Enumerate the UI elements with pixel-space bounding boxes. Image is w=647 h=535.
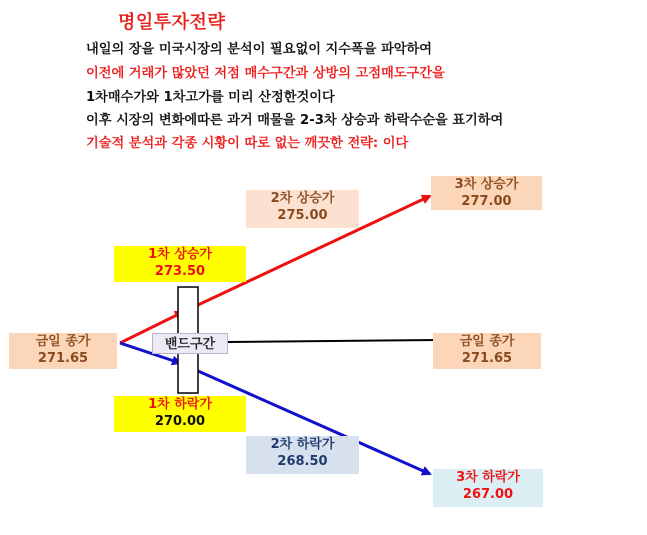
up3-box (431, 176, 542, 210)
close-right-value: 271.65 (461, 351, 513, 366)
up3-label: 3차 상승가 (454, 177, 519, 192)
up3-value: 277.00 (461, 194, 512, 209)
up2-label: 2차 상승가 (270, 191, 335, 206)
down3-box (433, 469, 543, 507)
up2-value: 275.00 (277, 208, 328, 223)
down2-value: 268.50 (277, 454, 328, 469)
description-line-3: 1차매수가와 1차고가를 미리 산정한것이다 (86, 90, 335, 105)
close-left-value: 271.65 (37, 351, 89, 366)
down3-label: 3차 하락가 (456, 470, 520, 485)
close-box-left (9, 333, 117, 369)
down2-label: 2차 하락가 (270, 437, 335, 452)
description-line-4: 이후 시장의 변화에따른 과거 매물을 2-3차 상승과 하락수순을 표기하여 (86, 113, 504, 128)
up1-label: 1차 상승가 (148, 247, 212, 262)
down1-box (114, 396, 246, 432)
down1-value: 270.00 (154, 414, 206, 429)
description-line-2: 이전에 거래가 많았던 저점 매수구간과 상방의 고점매도구간을 (86, 66, 445, 81)
down2-box (246, 436, 359, 474)
close-box-right (433, 333, 541, 369)
down1-label: 1차 하락가 (148, 397, 212, 412)
up1-box (114, 246, 246, 282)
down3-value: 267.00 (462, 487, 514, 502)
up2-box (246, 190, 359, 228)
description-line-5: 기술적 분석과 각종 시황이 따로 없는 깨끗한 전략: 이다 (86, 136, 409, 151)
page-title: 명일투자전략 (118, 12, 226, 33)
description-line-1: 내일의 장을 미국시장의 분석이 필요없이 지수폭을 파악하여 (86, 42, 433, 57)
close-right-label: 금일 종가 (459, 334, 515, 349)
flat-close-line (227, 340, 438, 342)
close-left-label: 금일 종가 (35, 334, 91, 349)
up1-value: 273.50 (154, 264, 206, 279)
band-label: 밴드구간 (152, 333, 228, 354)
